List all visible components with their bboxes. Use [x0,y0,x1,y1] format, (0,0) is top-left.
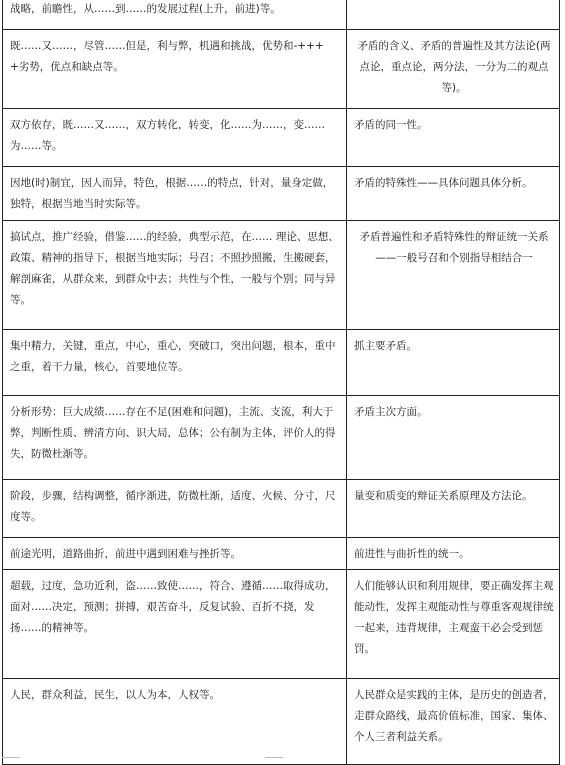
keyword-text: 搞试点，推广经验，借鉴……的经验，典型示范，在…… 理论、思想、政策、精神的指导下，根据当地实际；号召；不照抄照搬，生搬硬套，解剖麻雀，从群众来，到群众中去；共性与个性，一般与个别；同与异等。 [10,231,339,306]
keyword-text: 阶段，步骤，结构调整，循序渐进，防微杜渐，适度、火候、分寸，尺度等。 [10,490,336,523]
principle-cell [347,221,560,330]
principle-cell [347,0,560,30]
principle-cell [347,109,560,167]
principle-cell [347,570,560,679]
table-row [3,221,560,330]
page-corner-mark [265,757,283,758]
keyword-cell [3,0,347,30]
keyword-cell [3,396,347,480]
keyword-text: 集中精力，关键，重点，中心，重心，突破口，突出问题，根本，重中之重，着干力量，核心，首要地位等。 [10,340,336,373]
table-row [3,538,560,570]
principle-cell [347,30,560,109]
principle-text: 矛盾的含义、矛盾的普遍性及其方法论(两点论，重点论，两分法，一分为二的观点等)。 [357,40,551,94]
principle-text: 矛盾的特殊性——具体问题具体分析。 [354,177,533,189]
principle-cell [347,480,560,538]
table-row [3,30,560,109]
principle-text: 抓主要矛盾。 [354,340,417,352]
principle-text: 量变和质变的辩证关系原理及方法论。 [354,490,533,502]
concept-table [2,0,560,765]
principle-cell [347,679,560,765]
keyword-text: 分析形势：巨大成绩……存在不足(困难和问题)，主流、支流，利大于弊，判断性质、辨清方向、识大局，总体；公有制为主体，评价人的得失，防微杜渐等。 [10,406,336,460]
principle-cell [347,330,560,396]
keyword-text: 前途光明，道路曲折，前进中遇到困难与挫折等。 [10,548,241,560]
keyword-cell [3,570,347,679]
keyword-cell [3,330,347,396]
table-row [3,570,560,679]
table-row [3,167,560,221]
table-row [3,0,560,30]
keyword-cell [3,679,347,765]
keyword-text: 战略，前瞻性，从……到……的发展过程(上升，前进)等。 [10,3,281,15]
principle-text: 矛盾主次方面。 [354,406,428,418]
keyword-text: 既……又……，尽管……但是，利与弊，机遇和挑战，优势和-++++劣势，优点和缺点等。 [10,40,324,73]
keyword-cell [3,221,347,330]
table-row [3,109,560,167]
principle-text: 矛盾普遍性和矛盾特殊性的辩证统一关系——一般号召和个别指导相结合一 [359,231,549,264]
keyword-text: 因地(时)制宜，因人而异，特色，根据……的特点，针对，量身定做，独特，根据当地当时实际等。 [10,177,334,210]
keyword-cell [3,538,347,570]
keyword-cell [3,30,347,109]
page-corner-mark [2,757,20,758]
principle-cell [347,167,560,221]
keyword-text: 人民，群众利益，民生，以人为本，人权等。 [10,689,220,701]
principle-text: 矛盾的同一性。 [354,119,428,131]
keyword-cell [3,167,347,221]
table-row [3,480,560,538]
principle-text: 人民群众是实践的主体，是历史的创造者，走群众路线，最高价值标准，国家、集体、个人三者利益关系。 [354,689,554,743]
table-row [3,679,560,765]
table-row [3,330,560,396]
principle-text: 人们能够认识和利用规律，要正确发挥主观能动性，发挥主观能动性与尊重客观规律统一起来，违背规律，主观蛮干必会受到惩罚。 [354,580,554,655]
keyword-text: 超载，过度，急功近利，盗……致使……，符合、遵循……取得成功，面对……决定，预测；拼搏，艰苦奋斗，反复试验、百折不挠，发扬……的精神等。 [10,580,336,634]
keyword-text: 双方依存，既……又……，双方转化，转变，化……为……，变……为……等。 [10,119,325,152]
keyword-cell [3,480,347,538]
principle-text: 前进性与曲折性的统一。 [354,548,470,560]
principle-cell [347,538,560,570]
principle-cell [347,396,560,480]
table-row [3,396,560,480]
keyword-cell [3,109,347,167]
